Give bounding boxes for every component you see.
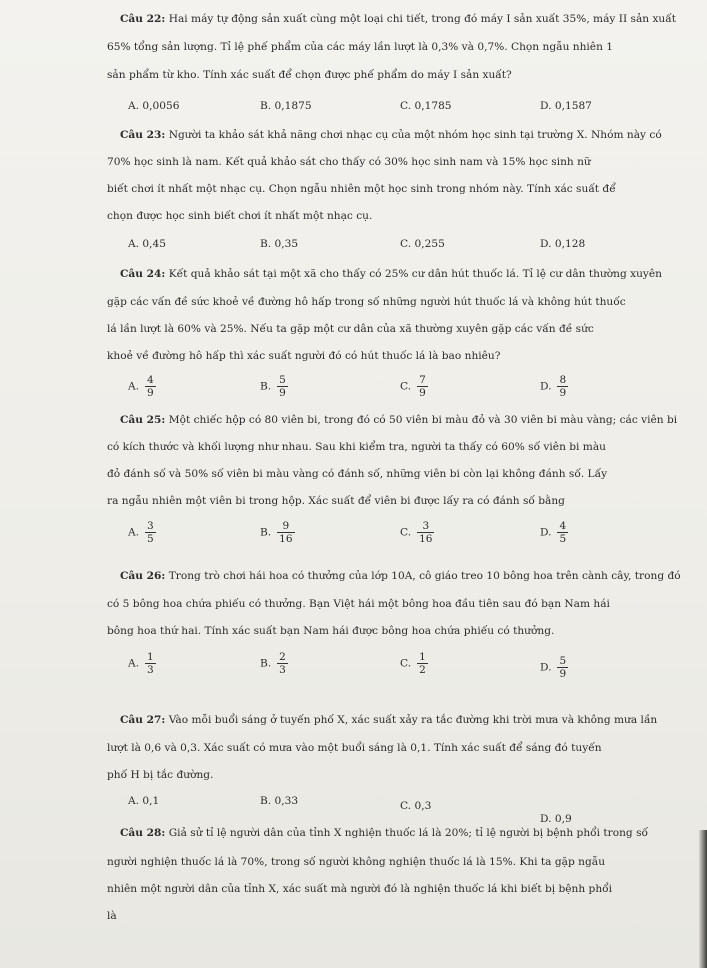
question-text: 70% học sinh là nam. Kết quả khảo sát cho thấy có 30% học sinh nam và 15% học sinh nữ: [107, 156, 591, 168]
fraction: $\frac{1}{2}$: [419, 651, 426, 676]
page-edge-shadow: [699, 830, 707, 968]
question-text: biết chơi ít nhất một nhạc cụ. Chọn ngẫu nhiên một học sinh trong nhóm này. Tính xác suất để: [107, 183, 616, 195]
fraction: $\frac{1}{3}$: [147, 651, 154, 676]
question-text: lượt là 0,6 và 0,3. Xác suất có mưa vào một buổi sáng là 0,1. Tính xác suất để sáng đó tuyến: [107, 742, 602, 754]
question-text: người nghiện thuốc lá là 70%, trong số người không nghiện thuốc lá là 15%. Khi ta gặp ngẫu: [107, 856, 606, 868]
question-text: Giả sử tỉ lệ người dân của tỉnh X nghiện thuốc lá là 20%; tỉ lệ người bị bệnh phổi trong số: [168, 827, 648, 839]
fraction: $\frac{4}{9}$: [147, 374, 154, 399]
option-a[interactable]: A. 0,0056: [128, 100, 180, 112]
option-b[interactable]: B. 0,35: [260, 238, 299, 250]
question-text: Hai máy tự động sản xuất cùng một loại chi tiết, trong đó máy I sản xuất 35%, máy II sản xuất: [168, 13, 676, 25]
fraction: $\frac{9}{16}$: [279, 520, 293, 545]
option-b[interactable]: B. $\frac{2}{3}$: [260, 651, 286, 676]
question-text: sản phẩm từ kho. Tính xác suất để chọn được phế phẩm do máy I sản xuất?: [107, 69, 512, 81]
option-c[interactable]: C. 0,1785: [400, 100, 452, 112]
option-d[interactable]: D. 0,9: [540, 813, 572, 825]
fraction: $\frac{4}{5}$: [559, 520, 567, 545]
option-a[interactable]: A. 0,1: [128, 795, 160, 807]
question-label: Câu 24:: [120, 268, 166, 280]
option-a[interactable]: A. $\frac{3}{5}$: [128, 520, 154, 545]
question-text: ra ngẫu nhiên một viên bi trong hộp. Xác suất để viên bi được lấy ra có đánh số bằng: [107, 495, 565, 507]
question-text: chọn được học sinh biết chơi ít nhất một nhạc cụ.: [107, 210, 373, 222]
question-text: là: [107, 910, 117, 922]
question-text: khoẻ về đường hô hấp thì xác suất người đó có hút thuốc lá là bao nhiêu?: [107, 350, 501, 362]
question-text: Trong trò chơi hái hoa có thưởng của lớp 10A, cô giáo treo 10 bông hoa trên cành cây, trong đó: [168, 570, 681, 582]
question-line: [120, 128, 662, 142]
question-line: [120, 713, 657, 727]
question-line: [120, 12, 676, 26]
question-text: Kết quả khảo sát tại một xã cho thấy có 25% cư dân hút thuốc lá. Tỉ lệ cư dân thường xuyên: [168, 268, 662, 280]
option-c[interactable]: C. 0,255: [400, 238, 445, 250]
option-c[interactable]: C. $\frac{3}{16}$: [400, 520, 433, 545]
question-text: 65% tổng sản lượng. Tỉ lệ phế phẩm của các máy lần lượt là 0,3% và 0,7%. Chọn ngẫu nhiên 1: [107, 41, 614, 53]
question-label: Câu 26:: [120, 570, 166, 582]
question-text: nhiên một người dân của tỉnh X, xác suất mà người đó là nghiện thuốc lá khi biết bị bệnh phổi: [107, 883, 613, 895]
option-d[interactable]: D. $\frac{4}{5}$: [540, 520, 567, 545]
option-b[interactable]: B. $\frac{5}{9}$: [260, 374, 286, 399]
option-c[interactable]: C. 0,3: [400, 800, 432, 812]
option-d[interactable]: D. $\frac{5}{9}$: [540, 655, 567, 680]
question-label: Câu 22:: [120, 13, 166, 25]
option-b[interactable]: B. $\frac{9}{16}$: [260, 520, 293, 545]
question-label: Câu 23:: [120, 129, 166, 141]
option-d[interactable]: D. 0,1587: [540, 100, 592, 112]
question-line: [120, 826, 648, 840]
option-a[interactable]: A. $\frac{4}{9}$: [128, 374, 154, 399]
option-a[interactable]: A. $\frac{1}{3}$: [128, 651, 154, 676]
fraction: $\frac{3}{16}$: [419, 520, 433, 545]
fraction: $\frac{3}{5}$: [147, 520, 154, 545]
question-text: Một chiếc hộp có 80 viên bi, trong đó có 50 viên bi màu đỏ và 30 viên bi màu vàng; các viên bi: [168, 414, 678, 426]
question-label: Câu 28:: [120, 827, 166, 839]
question-text: gặp các vấn đề sức khoẻ về đường hô hấp trong số những người hút thuốc lá và không hút thuốc: [107, 296, 626, 308]
question-text: lá lần lượt là 60% và 25%. Nếu ta gặp một cư dân của xã thường xuyên gặp các vấn đề sức: [107, 323, 594, 335]
question-text: bông hoa thứ hai. Tính xác suất bạn Nam hái được bông hoa chứa phiếu có thưởng.: [107, 625, 555, 637]
fraction: $\frac{8}{9}$: [559, 374, 567, 399]
fraction: $\frac{5}{9}$: [279, 374, 286, 399]
option-b[interactable]: B. 0,1875: [260, 100, 312, 112]
question-line: [120, 413, 677, 427]
option-d[interactable]: D. 0,128: [540, 238, 586, 250]
question-text: có kích thước và khối lượng như nhau. Sau khi kiểm tra, người ta thấy có 60% số viên bi màu: [107, 441, 606, 453]
option-c[interactable]: C. $\frac{1}{2}$: [400, 651, 426, 676]
fraction: $\frac{5}{9}$: [559, 655, 567, 680]
question-text: phố H bị tắc đường.: [107, 769, 214, 781]
option-c[interactable]: C. $\frac{7}{9}$: [400, 374, 426, 399]
option-b[interactable]: B. 0,33: [260, 795, 299, 807]
question-text: đỏ đánh số và 50% số viên bi màu vàng có đánh số, những viên bi còn lại không đánh số. Lấy: [107, 468, 608, 480]
question-line: [120, 569, 681, 583]
question-line: [120, 267, 662, 281]
fraction: $\frac{2}{3}$: [279, 651, 286, 676]
question-text: Vào mỗi buổi sáng ở tuyến phố X, xác suất xảy ra tắc đường khi trời mưa và không mưa lần: [168, 714, 658, 726]
question-label: Câu 27:: [120, 714, 166, 726]
question-label: Câu 25:: [120, 414, 166, 426]
option-a[interactable]: A. 0,45: [128, 238, 166, 250]
question-text: có 5 bông hoa chứa phiếu có thưởng. Bạn Việt hái một bông hoa đầu tiên sau đó bạn Nam hái: [107, 598, 610, 610]
option-d[interactable]: D. $\frac{8}{9}$: [540, 374, 567, 399]
fraction: $\frac{7}{9}$: [419, 374, 426, 399]
question-text: Người ta khảo sát khả năng chơi nhạc cụ của một nhóm học sinh tại trường X. Nhóm này có: [168, 129, 662, 141]
